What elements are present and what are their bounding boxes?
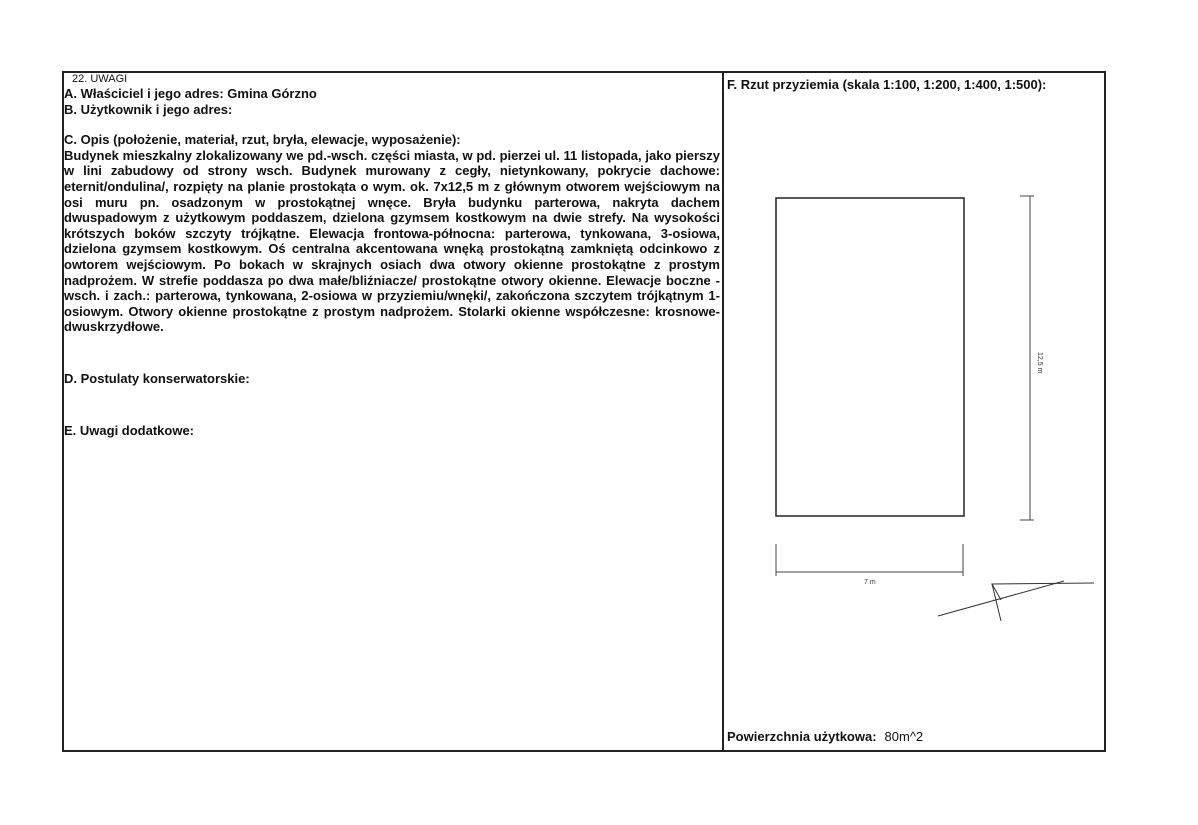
usable-area xyxy=(727,729,923,744)
north-arrow-head xyxy=(992,583,1094,600)
width-dimension-label: 7 m xyxy=(864,579,876,586)
length-dimension-label: 12,5 m xyxy=(1036,352,1043,374)
section-header: 22. UWAGI xyxy=(72,73,128,85)
usable-area-value: 80m^2 xyxy=(884,729,924,744)
description-label: C. Opis (położenie, materiał, rzut, bryła, elewacje, wyposażenie): xyxy=(64,132,461,148)
owner-line xyxy=(64,86,720,102)
postulates-label: D. Postulaty konserwatorskie: xyxy=(64,370,250,386)
usable-area-label: Powierzchnia użytkowa: xyxy=(727,729,877,744)
owner-value: Gmina Górzno xyxy=(227,86,317,101)
additional-remarks-label: E. Uwagi dodatkowe: xyxy=(64,422,195,438)
floor-plan-drawing xyxy=(724,180,1104,640)
plan-title: F. Rzut przyziemia (skala 1:100, 1:200, 1:400, 1:500): xyxy=(727,77,1047,92)
owner-label: A. Właściciel i jego adres: xyxy=(64,86,224,101)
north-arrow-stem xyxy=(992,584,1001,621)
building-outline xyxy=(776,198,964,516)
description-text: Budynek mieszkalny zlokalizowany we pd.-wsch. części miasta, w pd. pierzei ul. 11 listopada, jako pierszy w lini zabudowy od strony wsch. Budynek murowany z cegły, nietynkowany, pokrycie dachowe: eternit/ondulina/, rozpięty na planie prostokąta o wym. ok. 7x12,5 m z głównym otworem wejściowym na osi muru pn. osadzonym w prostokątnej wnęce. Bryła budynku parterowa, nakryta dachem dwuspadowym z użytkowym poddaszem, dzielona gzymsem kostkowym na dwie strefy. Na wysokości krótszych boków szczyty trójkątne. Elewacja frontowa-północna: parterowa, tynkowana, 3-osiowa, dzielona gzymsem kostkowym. Oś centralna akcentowana wnęką prostokątną zamkniętą odcinkowo z owtorem wejściowym. Po bokach w skrajnych osiach dwa otwory okienne prostokątne z prostym nadprożem. W strefie poddasza po dwa małe/bliźniacze/ prostokątne otwory okienne. Elewacje boczne - wsch. i zach.: parterowa, tynkowana, 2-osiowa w przyziemiu/wnęki/, zakończona szczytem trójkątnym 1-osiowym. Otwory okienne prostokątne z prostym nadprożem. Stolarki okienne współczesne: krosnowe-dwuskrzydłowe. xyxy=(64,147,720,335)
north-arrow-line xyxy=(938,581,1064,616)
remarks-section xyxy=(64,73,720,438)
user-label: B. Użytkownik i jego adres: xyxy=(64,101,233,117)
